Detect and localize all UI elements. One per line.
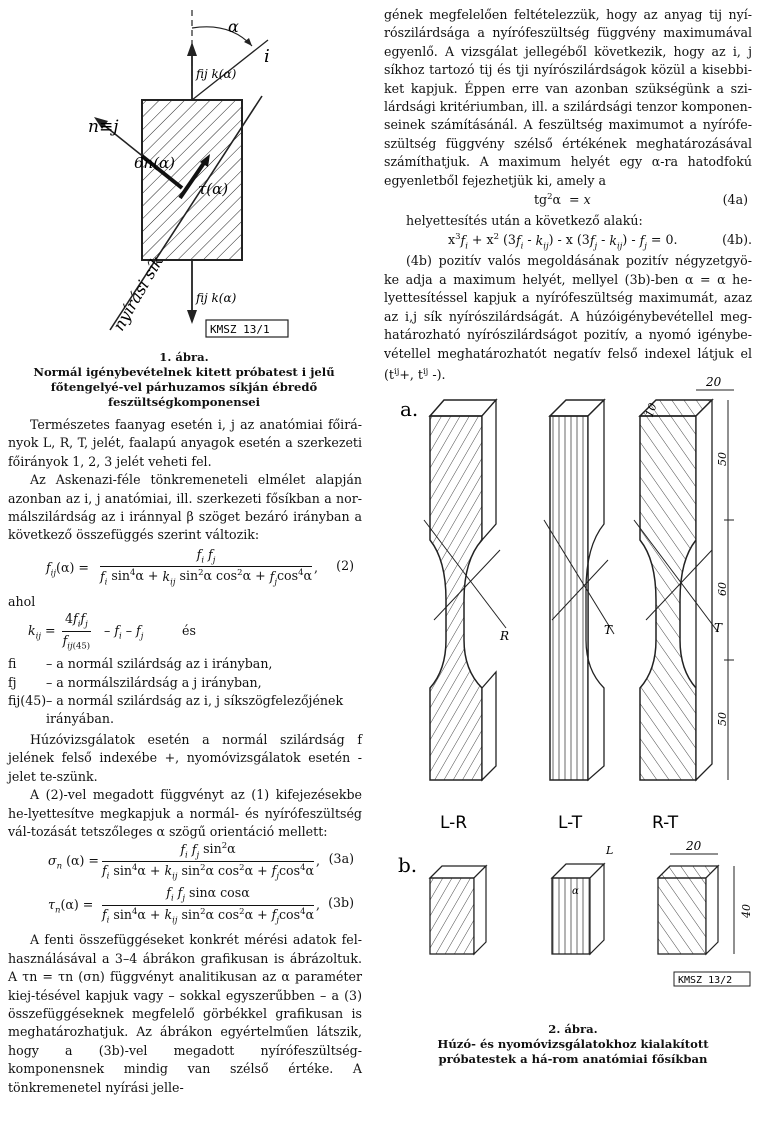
right-column [384, 0, 760, 1126]
left-paragraph-1: Természetes faanyag esetén i, j az anatómiai főirá-nyok L, R, T, jelét, faalapú anyagok esetén a szerkezeti főirányok 1, 2, 3 jelét veheti fel. [8, 417, 362, 469]
fig2-label-RT: R-T [652, 813, 679, 833]
fig1-alpha-label: α [228, 17, 239, 36]
block-b-1 [430, 866, 486, 954]
fig1-tau-label: τ(α) [198, 180, 229, 198]
equation-3b: $\tau_n(\alpha)$ = $f_i$ $f_j$ sinα cosα $f_i$ $\sin^4\alpha + k_{ij}$ $\sin^2\alpha$ $\cos^2\alpha + f_j\cos^4\alpha$ , (3b) [48, 885, 354, 926]
ahol-label: ahol [8, 593, 36, 609]
equation-2: $f_{ij}(\alpha)$ = $f_i$ $f_j$ $f_i$ $\sin^4\alpha + k_{ij}$ $\sin^2\alpha$ $\cos^2\alpha + f_j\cos^4\alpha$ , (2) [46, 546, 354, 588]
definition-value: – a normál szilárdság az i irányban, [46, 656, 273, 672]
fig2-label-b: b. [398, 853, 418, 877]
figure-2-caption-text: Húzó- és nyomóvizsgálatokhoz kialakított próbatestek a há-rom anatómiai fősíkban [437, 1037, 709, 1066]
fig2-label-LR: L-R [440, 813, 468, 833]
left-column [0, 0, 372, 1126]
fig2-dim-50-bottom: 50 [716, 712, 729, 726]
fig2-letter-R: R [500, 629, 510, 643]
left-paragraph-5: A fenti összefüggéseket konkrét mérési adatok fel-használásával a 3–4 ábrákon grafikusan is ábrázoltuk. A τn = τn (σn) függvényt analitikusan az α paraméter kiej-tésével kapjuk vagy – sokkal egyszerűbben – a (3) összefüggéseknek megfelelő görbékkel grafikusan is meghatározhatjuk. Az ábrákon egyértelműen látszik, hogy a (3b)-vel megadott nyírófeszültség-komponensnek mindig van szélső értéke. A tönkremenetel nyírási jelle- [8, 932, 362, 1095]
equation-4b-number: (4b). [722, 232, 752, 248]
fig1-sigma-label: 6n(α) [134, 154, 176, 172]
figure-1-caption-text: Normál igénybevételnek kitett próbatest i jelű főtengelyé-vel párhuzamos síkján ébredő feszültségkomponensei [33, 365, 335, 409]
equation-3b-number: (3b) [328, 895, 354, 911]
equation-3a-number: (3a) [328, 851, 354, 867]
specimen-LR [424, 400, 509, 780]
left-paragraph-2: Az Askenazi-féle tönkremeneteli elmélet alapján azonban az i, j anatómiai, ill. szerkezeti fősíkban a nor-málszilárdság az i iránnyal β szöget bezáró irányban a következő összefüggés szerint változik: [8, 472, 362, 543]
fig1-force-bottom-label: fij k(α) [196, 291, 237, 305]
figure-1-diagram [30, 0, 350, 345]
definition-item [8, 655, 362, 673]
fig2-dim-60: 60 [716, 582, 729, 596]
fig1-i-label: i [264, 46, 270, 67]
fig1-n-label: n≡j [88, 117, 119, 137]
right-paragraph-3-end: -). [428, 367, 446, 383]
fig1-plane-label: nyírási sík [109, 252, 168, 334]
fig2-dim-50-top: 50 [716, 452, 729, 466]
definition-list [8, 655, 362, 729]
fig2-stamp: KMSZ 13/2 [678, 975, 733, 986]
figure-2-caption-title: 2. ábra. [548, 1022, 598, 1036]
definition-value: – a normálszilárdság a j irányban, [46, 674, 262, 690]
specimen-RT [634, 400, 723, 780]
right-paragraph-3-tail: +, t [399, 367, 423, 383]
definition-key: fij(45) [8, 693, 47, 709]
equation-kij: $k_{ij}$ = $4f_if_j$ $f_{ij(45)}$ – $f_i - f_j$ és [28, 611, 196, 652]
right-paragraph-3: (4b) pozitív valós megoldásának pozitív négyzetgyö-ke adja a maximum helyét, mellyel (3b)-ben α = α he-lyettesítéssel kapjuk a nyírófeszültség maximumát, azaz az i,j sík nyírószilárdságát. A húzóigénybevétellel meg-határozható nyírószilárdságot pozitív, a nyomó igénybe-vétellel meghatározhatót negatív felső indexel látjuk el ($t^{ij}+$, $t^{ij}$ -). [384, 253, 752, 383]
definition-key: fi [8, 656, 17, 672]
figure-1-caption [8, 350, 360, 410]
es-label: és [182, 623, 196, 639]
right-paragraph-2: helyettesítés után a következő alakú: [406, 213, 643, 229]
definition-key: fj [8, 674, 17, 690]
equation-2-number: (2) [336, 557, 354, 573]
figure-2-diagram [394, 370, 760, 1000]
fig2-dim-40: 40 [740, 904, 753, 918]
fig2-label-LT: L-T [558, 813, 583, 833]
equation-4a-number: (4a) [722, 192, 748, 208]
equation-4b: $x^3f_i + x^2$ $(3f_i - k_{ij})$ - x $(3f_j - k_{ij}) - f_j = 0$. (4b). [448, 232, 752, 252]
fig2-dim-10: 10 [642, 401, 660, 420]
fig2-letter-T2: T [714, 621, 723, 635]
fig2-dim-20: 20 [706, 375, 722, 389]
fig1-force-top-label: fij k(α) [196, 67, 237, 81]
equation-4a: $tg^2\alpha = x$ (4a) [534, 192, 748, 208]
definition-item [8, 692, 362, 729]
fig2-letter-T1: T [604, 623, 613, 637]
definition-item [8, 674, 362, 692]
right-paragraph-1: gének megfelelően feltételezzük, hogy az anyag tij nyí-rószilárdsága a nyírófeszültség függvény maximumával egyenlő. A vizsgálat jellegéből következik, hogy az i, j síkhoz tartozó tij és tji nyírószilárdságok közül a kisebbi-ket kapjuk. Éppen erre van azonban szükségünk a szi-lárdsági kritériumban, ill. a szilárdsági tenzor komponen-seinek számításánál. A feszültség maximumot a nyírófe-szültség függvény szélső értékének meghatározásával számíthatjuk. A maximum helyét egy α-ra hatodfokú egyenletből fejezhetjük ki, amely a [384, 7, 752, 188]
block-b-3 [658, 866, 718, 954]
right-paragraph-3-text: (4b) pozitív valós megoldásának pozitív négyzetgyö-ke adja a maximum helyét, mellyel (3b)-ben α = α he-lyettesítéssel kapjuk a nyírófeszültség maximumát, azaz az i,j sík nyírószilárdságát. A húzóigénybevétellel meg-határozható nyírószilárdságot pozitív, a nyomó igénybe-vétellel meghatározhatót negatív felső indexel látjuk el (t [384, 253, 752, 383]
figure-1-caption-title: 1. ábra. [159, 350, 209, 364]
left-body [8, 416, 362, 1097]
fig2-letter-L: L [606, 844, 614, 857]
fig2-label-a: a. [400, 397, 419, 421]
right-body [384, 6, 752, 385]
definition-value: – a normál szilárdság az i, j síkszögfelezőjének irányában. [46, 693, 344, 727]
left-paragraph-4: A (2)-vel megadott függvényt az (1) kifejezésekbe he-lyettesítve megkapjuk a normál- és nyírófeszültség vál-tozását tetszőleges α szögű orientáció mellett: [8, 787, 362, 839]
fig2-dim-20-b: 20 [686, 839, 702, 853]
figure-2-caption [398, 1022, 748, 1067]
left-paragraph-3: Húzóvizsgálatok esetén a normál szilárdság f jelének felső indexébe +, nyomóvizsgálatok esetén - jelet te-szünk. [8, 731, 362, 784]
fig2-letter-alpha: α [572, 886, 579, 897]
specimen-LT [544, 400, 614, 780]
block-b-2 [552, 844, 613, 954]
fig1-stamp: KMSZ 13/1 [210, 323, 270, 336]
equation-3a: $\sigma_n$ (α) = $f_i$ $f_j$ $\sin^2\alpha$ $f_i$ $\sin^4\alpha + k_{ij}$ $\sin^2\alpha$ $\cos^2\alpha + f_j\cos^4\alpha$ , (3a) [48, 841, 354, 882]
